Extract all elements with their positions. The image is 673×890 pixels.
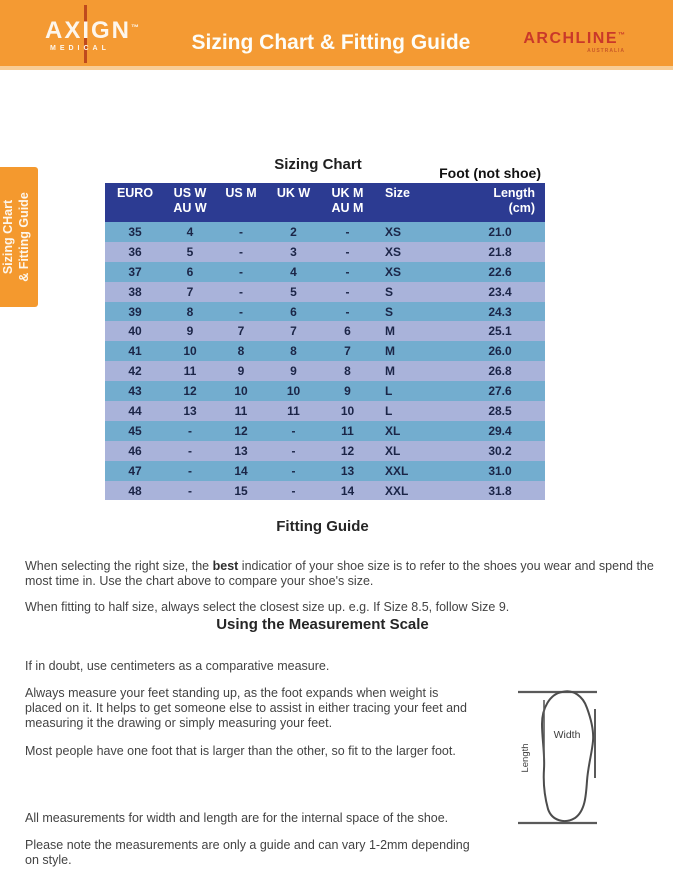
table-cell: -	[188, 423, 192, 438]
sizing-table	[105, 183, 545, 500]
table-cell: 9	[290, 364, 297, 379]
table-cell: -	[345, 264, 350, 279]
width-label	[554, 729, 581, 741]
table-cell: -	[345, 284, 350, 299]
trademark-symbol: ™	[131, 23, 140, 32]
length-label	[520, 743, 531, 772]
sizing-table-container	[105, 183, 545, 500]
table-cell: 10	[234, 384, 248, 399]
table-cell: 14	[234, 463, 248, 478]
table-cell: -	[291, 423, 296, 438]
table-cell: 7	[186, 284, 194, 299]
table-cell: 27.6	[488, 384, 512, 399]
table-cell: 8	[186, 304, 194, 319]
fitting-guide-paragraph-2: When fitting to half size, always select the closest size up. e.g. If Size 8.5, follow Size 9.	[25, 599, 510, 614]
paragraph-text: indicatior of your shoe size is to refer to the shoes you wear and spend the most time in. Use the chart above to compare your shoe's size.	[25, 558, 654, 588]
table-cell: 12	[340, 443, 355, 458]
side-tab-label-line2: & Fitting Guide	[17, 192, 31, 282]
table-cell: -	[345, 304, 350, 319]
table-cell: 22.6	[488, 264, 512, 279]
table-cell: 6	[344, 324, 351, 339]
table-cell: 13	[183, 403, 197, 418]
table-cell: 29.4	[488, 423, 512, 438]
foot-outline-drawing	[513, 682, 605, 830]
axign-logo-wordmark	[45, 16, 155, 43]
table-cell: 41	[128, 344, 142, 359]
column-header: US W AU W	[165, 183, 215, 222]
table-cell: -	[239, 224, 243, 239]
table-row	[105, 381, 545, 401]
table-cell: L	[385, 403, 393, 418]
page-title: Sizing Chart & Fitting Guide	[191, 31, 471, 54]
table-cell: 15	[234, 483, 248, 498]
table-cell: 28.5	[488, 403, 512, 418]
table-cell: 45	[128, 423, 142, 438]
table-cell: 26.0	[488, 344, 512, 359]
table-cell: 14	[340, 483, 355, 498]
table-cell: -	[188, 483, 192, 498]
table-cell: 8	[237, 344, 245, 359]
column-header: UK M AU M	[320, 183, 375, 222]
table-cell: 43	[128, 384, 142, 399]
table-cell: -	[345, 244, 350, 259]
table-cell: 9	[186, 324, 194, 339]
archline-logo-subtext: AUSTRALIA	[587, 48, 625, 54]
table-row	[105, 242, 545, 262]
table-cell: 6	[290, 304, 297, 319]
table-cell: 8	[290, 344, 297, 359]
column-header: Length (cm)	[455, 183, 545, 222]
table-cell: 12	[183, 384, 197, 399]
column-header: US M	[215, 183, 267, 222]
measurement-scale-heading: Using the Measurement Scale	[216, 616, 429, 633]
paragraph-text: When selecting the right size, the	[25, 558, 213, 573]
table-cell: -	[291, 463, 296, 478]
table-cell: 13	[340, 463, 355, 478]
table-row	[105, 421, 545, 441]
table-cell: XXL	[385, 483, 409, 498]
column-header: EURO	[105, 183, 165, 222]
sizing-chart-title: Sizing Chart	[274, 156, 362, 173]
table-cell: XXL	[385, 463, 409, 478]
table-cell: 36	[128, 244, 142, 259]
width-label-text: Width	[553, 729, 581, 741]
table-cell: 2	[290, 224, 297, 239]
fitting-guide-heading: Fitting Guide	[276, 518, 369, 535]
table-cell: -	[239, 264, 243, 279]
table-cell: 11	[234, 403, 248, 418]
table-cell: 7	[290, 324, 297, 339]
table-row	[105, 282, 545, 302]
sizing-table-body	[105, 222, 545, 500]
table-cell: M	[385, 364, 395, 379]
table-row	[105, 302, 545, 322]
table-cell: S	[385, 304, 394, 319]
table-cell: -	[239, 304, 243, 319]
table-cell: XL	[385, 443, 401, 458]
table-cell: 4	[290, 264, 297, 279]
table-cell: 31.8	[488, 483, 512, 498]
archline-logo-text: ARCHLINE	[523, 30, 618, 47]
table-cell: 47	[128, 463, 142, 478]
table-cell: XL	[385, 423, 401, 438]
table-cell: -	[291, 443, 296, 458]
table-cell: 11	[341, 423, 354, 438]
table-cell: M	[385, 344, 395, 359]
trademark-symbol: ™	[618, 32, 625, 39]
table-row	[105, 321, 545, 341]
measurement-paragraph-4: All measurements for width and length are for the internal space of the shoe.	[25, 810, 449, 825]
table-cell: 6	[186, 264, 194, 279]
emphasized-text: best	[212, 558, 239, 573]
table-cell: -	[345, 224, 350, 239]
table-cell: -	[188, 463, 192, 478]
table-cell: 48	[128, 483, 142, 498]
table-cell: 24.3	[488, 304, 512, 319]
table-cell: 9	[344, 384, 351, 399]
table-cell: 4	[186, 224, 194, 239]
axign-logo-text: AXIGN	[45, 17, 132, 44]
table-cell: -	[239, 284, 243, 299]
side-tab-label-line1: Sizing CHart	[1, 199, 15, 275]
table-cell: 5	[290, 284, 297, 299]
measurement-paragraph-3: Most people have one foot that is larger than the other, so fit to the larger foot.	[25, 743, 456, 758]
table-cell: -	[239, 244, 243, 259]
table-cell: XS	[385, 244, 402, 259]
measurement-paragraph-1: If in doubt, use centimeters as a comparative measure.	[25, 658, 330, 673]
table-cell: 26.8	[488, 364, 512, 379]
table-cell: 23.4	[488, 284, 512, 299]
table-cell: 7	[237, 324, 245, 339]
measurement-paragraph-5: Please note the measurements are only a guide and can vary 1-2mm depending on style.	[25, 837, 470, 867]
table-cell: 10	[340, 403, 355, 418]
table-row	[105, 441, 545, 461]
table-cell: 30.2	[488, 443, 512, 458]
archline-logo	[523, 28, 625, 54]
table-cell: 21.8	[488, 244, 512, 259]
table-row	[105, 361, 545, 381]
table-cell: M	[385, 324, 395, 339]
table-row	[105, 401, 545, 421]
table-row	[105, 262, 545, 282]
table-cell: 25.1	[488, 324, 512, 339]
table-cell: XS	[385, 264, 402, 279]
table-cell: -	[291, 483, 296, 498]
axign-logo	[45, 16, 155, 52]
table-cell: 10	[183, 344, 197, 359]
table-row	[105, 461, 545, 481]
side-tab-label	[0, 167, 38, 307]
banner	[0, 0, 673, 70]
table-cell: -	[188, 443, 192, 458]
foot-measurement-diagram	[513, 682, 605, 830]
column-header: Size	[375, 183, 455, 222]
table-cell: 13	[234, 443, 248, 458]
table-cell: 11	[183, 364, 197, 379]
table-cell: 37	[128, 264, 142, 279]
column-header: UK W	[267, 183, 320, 222]
table-cell: 46	[128, 443, 142, 458]
table-cell: 35	[128, 224, 142, 239]
table-cell: 44	[128, 403, 142, 418]
table-cell: 12	[234, 423, 248, 438]
axign-logo-subtext: MEDICAL	[50, 45, 110, 52]
table-cell: 10	[286, 384, 301, 399]
table-cell: 8	[344, 364, 351, 379]
table-cell: 9	[237, 364, 245, 379]
table-row	[105, 222, 545, 242]
fitting-guide-paragraph-1	[25, 559, 655, 589]
table-cell: L	[385, 384, 393, 399]
table-cell: 42	[128, 364, 142, 379]
table-cell: S	[385, 284, 394, 299]
table-cell: 38	[128, 284, 142, 299]
side-tab-sizing-chart	[0, 167, 38, 307]
table-row	[105, 481, 545, 501]
table-cell: XS	[385, 224, 402, 239]
length-label-text: Length	[520, 743, 531, 773]
table-cell: 5	[186, 244, 194, 259]
measurement-paragraph-2: Always measure your feet standing up, as the foot expands when weight is placed on it. It helps to get someone else to assist in either tracing your feet and measuring it the drawing or simply measuring your feet.	[25, 685, 467, 730]
table-cell: 21.0	[488, 224, 512, 239]
table-cell: 11	[287, 403, 300, 418]
table-cell: 31.0	[488, 463, 512, 478]
table-cell: 3	[290, 244, 297, 259]
table-row	[105, 341, 545, 361]
archline-logo-wordmark	[523, 28, 625, 47]
table-cell: 40	[128, 324, 142, 339]
sizing-table-header-row	[105, 183, 545, 222]
foot-not-shoe-label: Foot (not shoe)	[439, 165, 541, 181]
table-cell: 7	[344, 344, 351, 359]
table-cell: 39	[128, 304, 142, 319]
